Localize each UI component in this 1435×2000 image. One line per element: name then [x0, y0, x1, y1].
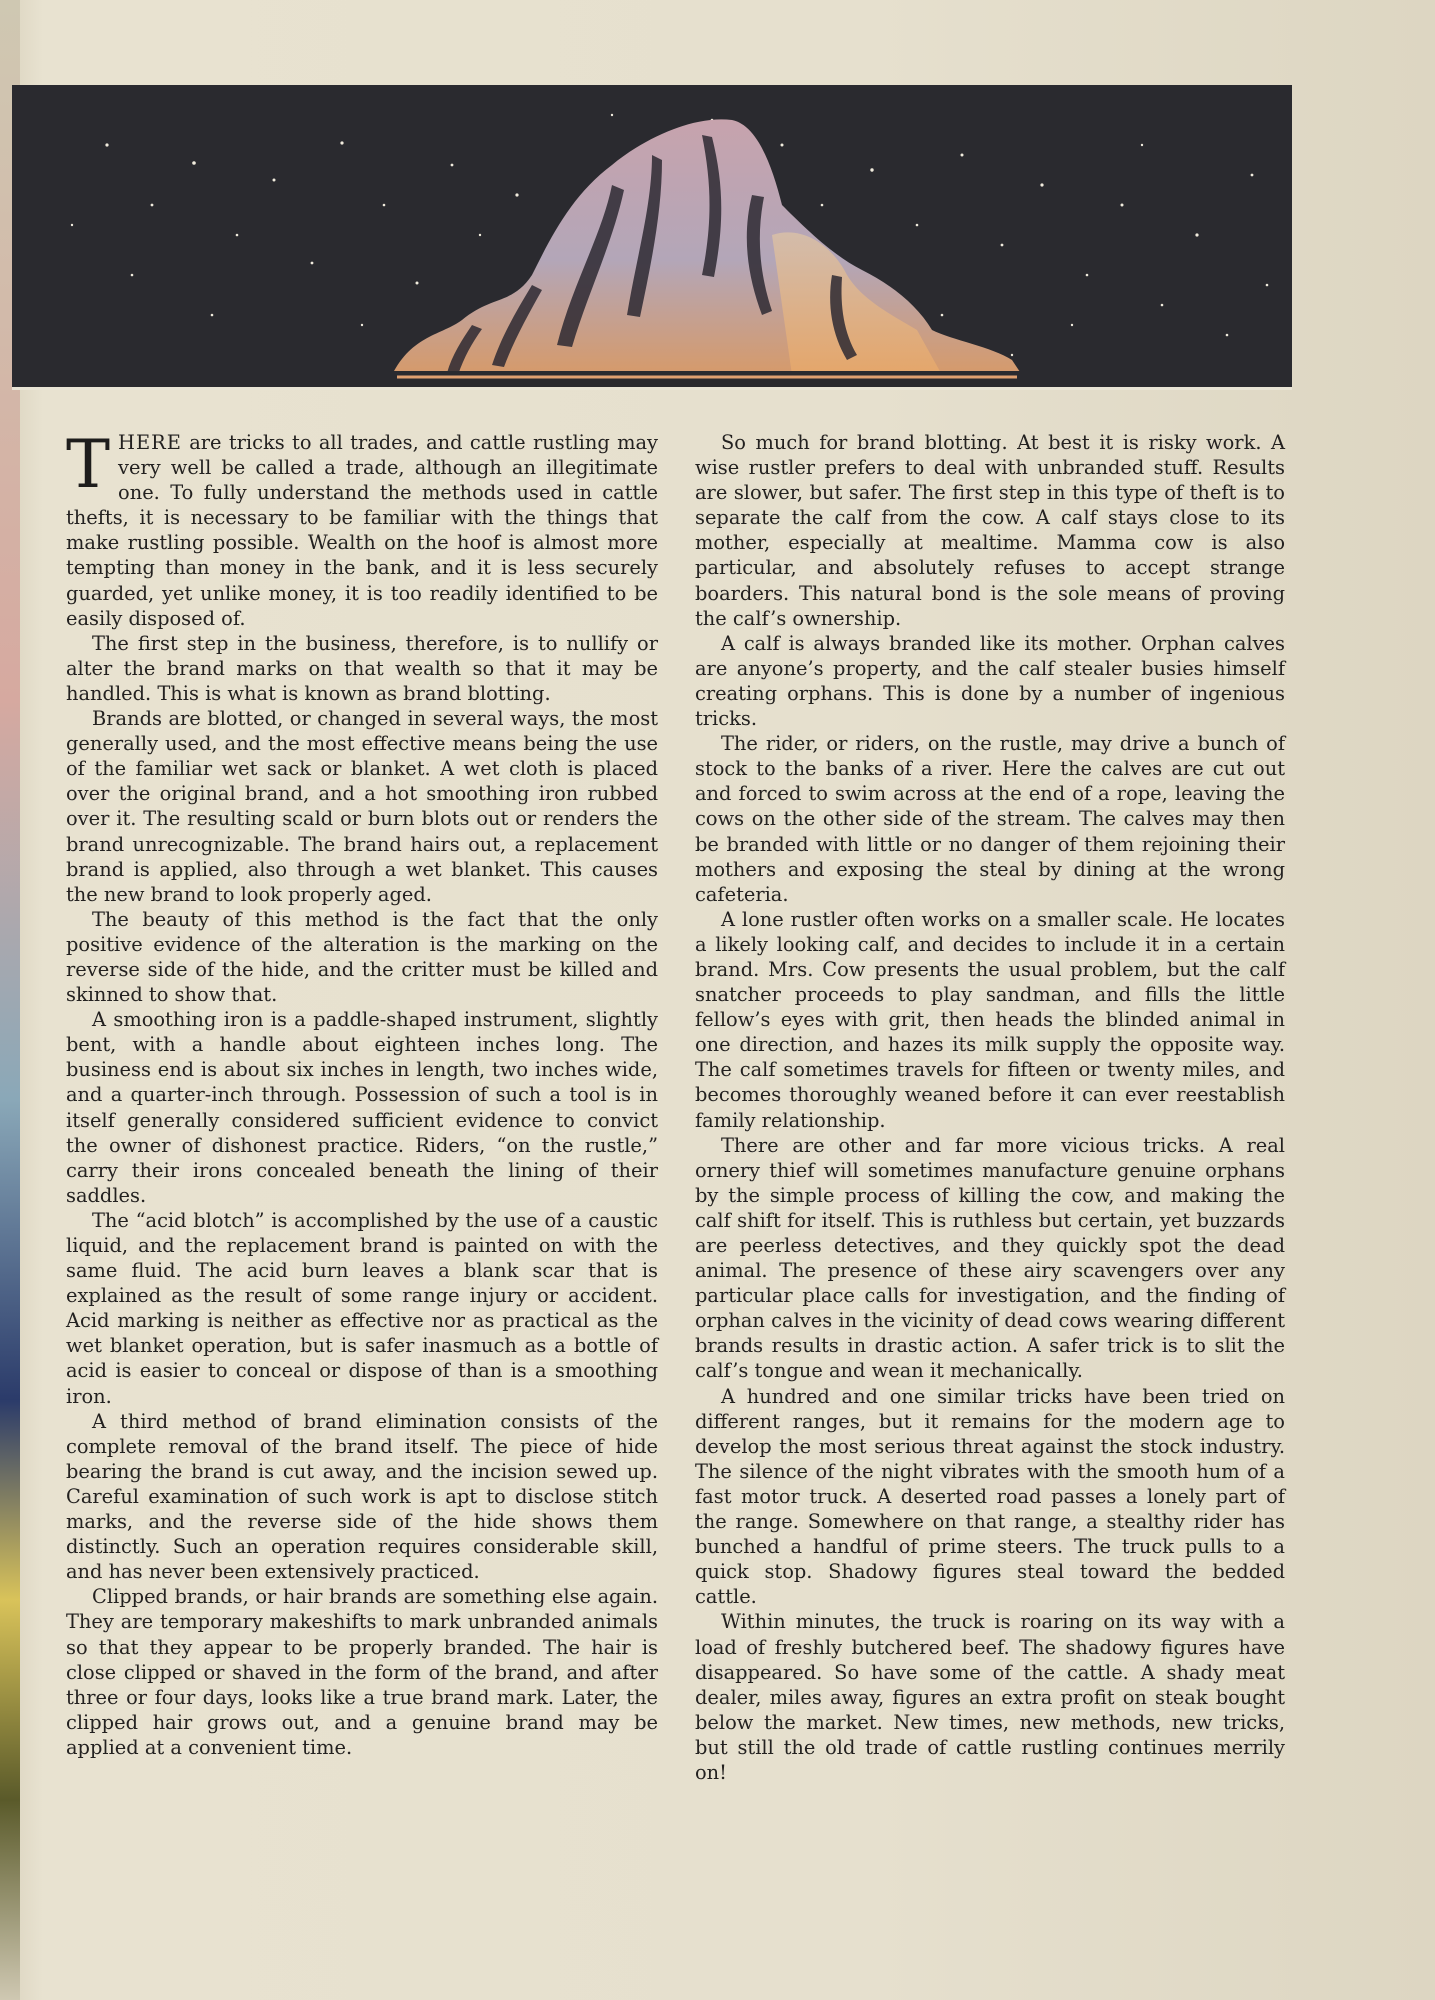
right-column [695, 430, 1285, 1785]
paragraph: The “acid blotch” is accomplished by the use of a caustic liquid, and the replacement brand is painted on with the same fluid. The acid burn leaves a blank scar that is explained as the result of some range injury or accident. Acid marking is neither as effective nor as practical as the wet blanket operation, but is safer inasmuch as a bottle of acid is easier to conceal or dispose of than is a smoothing iron. [66, 1208, 658, 1408]
mountain-illustration-svg [12, 85, 1292, 387]
left-column [66, 426, 658, 1760]
lead-in: HERE [118, 431, 182, 454]
paragraph: Within minutes, the truck is roaring on its way with a load of freshly butchered beef. The shadowy figures have disappeared. So have some of the cattle. A shady meat dealer, miles away, figures an extra profit on steak bought below the market. New times, new methods, new tricks, but still the old trade of cattle rustling continues merrily on! [695, 1610, 1285, 1784]
paragraph: Brands are blotted, or changed in several ways, the most generally used, and the most effective means being the use of the familiar wet sack or blanket. A wet cloth is placed over the original brand, and a hot smoothing iron rubbed over it. The resulting scald or burn blots out or renders the brand unrecognizable. The brand hairs out, a replacement brand is applied, also through a wet blanket. This causes the new brand to look properly aged. [66, 707, 658, 906]
night-mountain-illustration [12, 85, 1292, 390]
paragraph: The beauty of this method is the fact that the only positive evidence of the alteration is the marking on the reverse side of the hide, and the critter must be killed and skinned to show that. [66, 907, 658, 1007]
article-body [0, 426, 1435, 1930]
paragraph [66, 426, 658, 631]
paragraph: A smoothing iron is a paddle-shaped instrument, slightly bent, with a handle about eighteen inches long. The business end is about six inches in length, two inches wide, and a quarter-inch through. Possession of such a tool is in itself generally considered sufficient evidence to convict the owner of dishonest practice. Riders, “on the rustle,” carry their irons concealed beneath the lining of their saddles. [66, 1008, 658, 1207]
paragraph: The first step in the business, therefore, is to nullify or alter the brand marks on that wealth so that it may be handled. This is what is known as brand blotting. [66, 631, 658, 705]
paragraph: A calf is always branded like its mother. Orphan calves are anyone’s property, and the calf stealer busies himself creating orphans. This is done by a number of ingenious tricks. [695, 631, 1285, 731]
paragraph: The rider, or riders, on the rustle, may drive a bunch of stock to the banks of a river. Here the calves are cut out and forced to swim across at the end of a rope, leaving the cows on the other side of the stream. The calves may then be branded with little or no danger of them rejoining their mothers and exposing the steal by dining at the wrong cafeteria. [695, 732, 1285, 906]
paragraph: So much for brand blotting. At best it is risky work. A wise rustler prefers to deal with unbranded stuff. Results are slower, but safer. The first step in this type of theft is to separate the calf from the cow. A calf stays close to its mother, especially at mealtime. Mamma cow is also particular, and absolutely refuses to accept strange boarders. This natural bond is the sole means of proving the calf’s ownership. [695, 431, 1285, 630]
paragraph: A hundred and one similar tricks have been tried on different ranges, but it remains for the modern age to develop the most serious threat against the stock industry. The silence of the night vibrates with the smooth hum of a fast motor truck. A deserted road passes a lonely part of the range. Somewhere on that range, a stealthy rider has bunched a handful of prime steers. The truck pulls to a quick stop. Shadowy figures steal toward the bedded cattle. [695, 1384, 1285, 1609]
paragraph: There are other and far more vicious tricks. A real ornery thief will sometimes manufacture genuine orphans by the simple process of killing the cow, and making the calf shift for itself. This is ruthless but certain, yet buzzards are peerless detectives, and they quickly spot the dead animal. The presence of these airy scavengers over any particular place calls for investigation, and the finding of orphan calves in the vicinity of dead cows wearing different brands results in drastic action. A safer trick is to slit the calf’s tongue and wean it mechanically. [695, 1133, 1285, 1383]
paragraph: A lone rustler often works on a smaller scale. He locates a likely looking calf, and decides to include it in a certain brand. Mrs. Cow presents the usual problem, but the calf snatcher proceeds to play sandman, and fills the little fellow’s eyes with grit, then heads the blinded animal in one direction, and hazes its milk supply the opposite way. The calf sometimes travels for fifteen or twenty miles, and becomes thoroughly weaned before it can ever reestablish family relationship. [695, 907, 1285, 1132]
paragraph: Clipped brands, or hair brands are something else again. They are temporary makeshifts to mark unbranded animals so that they appear to be properly branded. The hair is close clipped or shaved in the form of the brand, and after three or four days, looks like a true brand mark. Later, the clipped hair grows out, and a genuine brand may be applied at a convenient time. [66, 1585, 658, 1759]
paragraph-text: are tricks to all trades, and cattle rustling may very well be called a trade, although an illegitimate one. To fully understand the methods used in cattle thefts, it is necessary to be familiar with the things that make rustling possible. Wealth on the hoof is almost more tempting than money in the bank, and it is less securely guarded, yet unlike money, it is too readily identified to be easily disposed of. [66, 431, 658, 630]
drop-cap: T [66, 426, 111, 503]
paragraph: A third method of brand elimination consists of the complete removal of the brand itself. The piece of hide bearing the brand is cut away, and the incision sewed up. Careful examination of such work is apt to disclose stitch marks, and the reverse side of the hide shows them distinctly. Such an operation requires considerable skill, and has never been extensively practiced. [66, 1409, 658, 1584]
